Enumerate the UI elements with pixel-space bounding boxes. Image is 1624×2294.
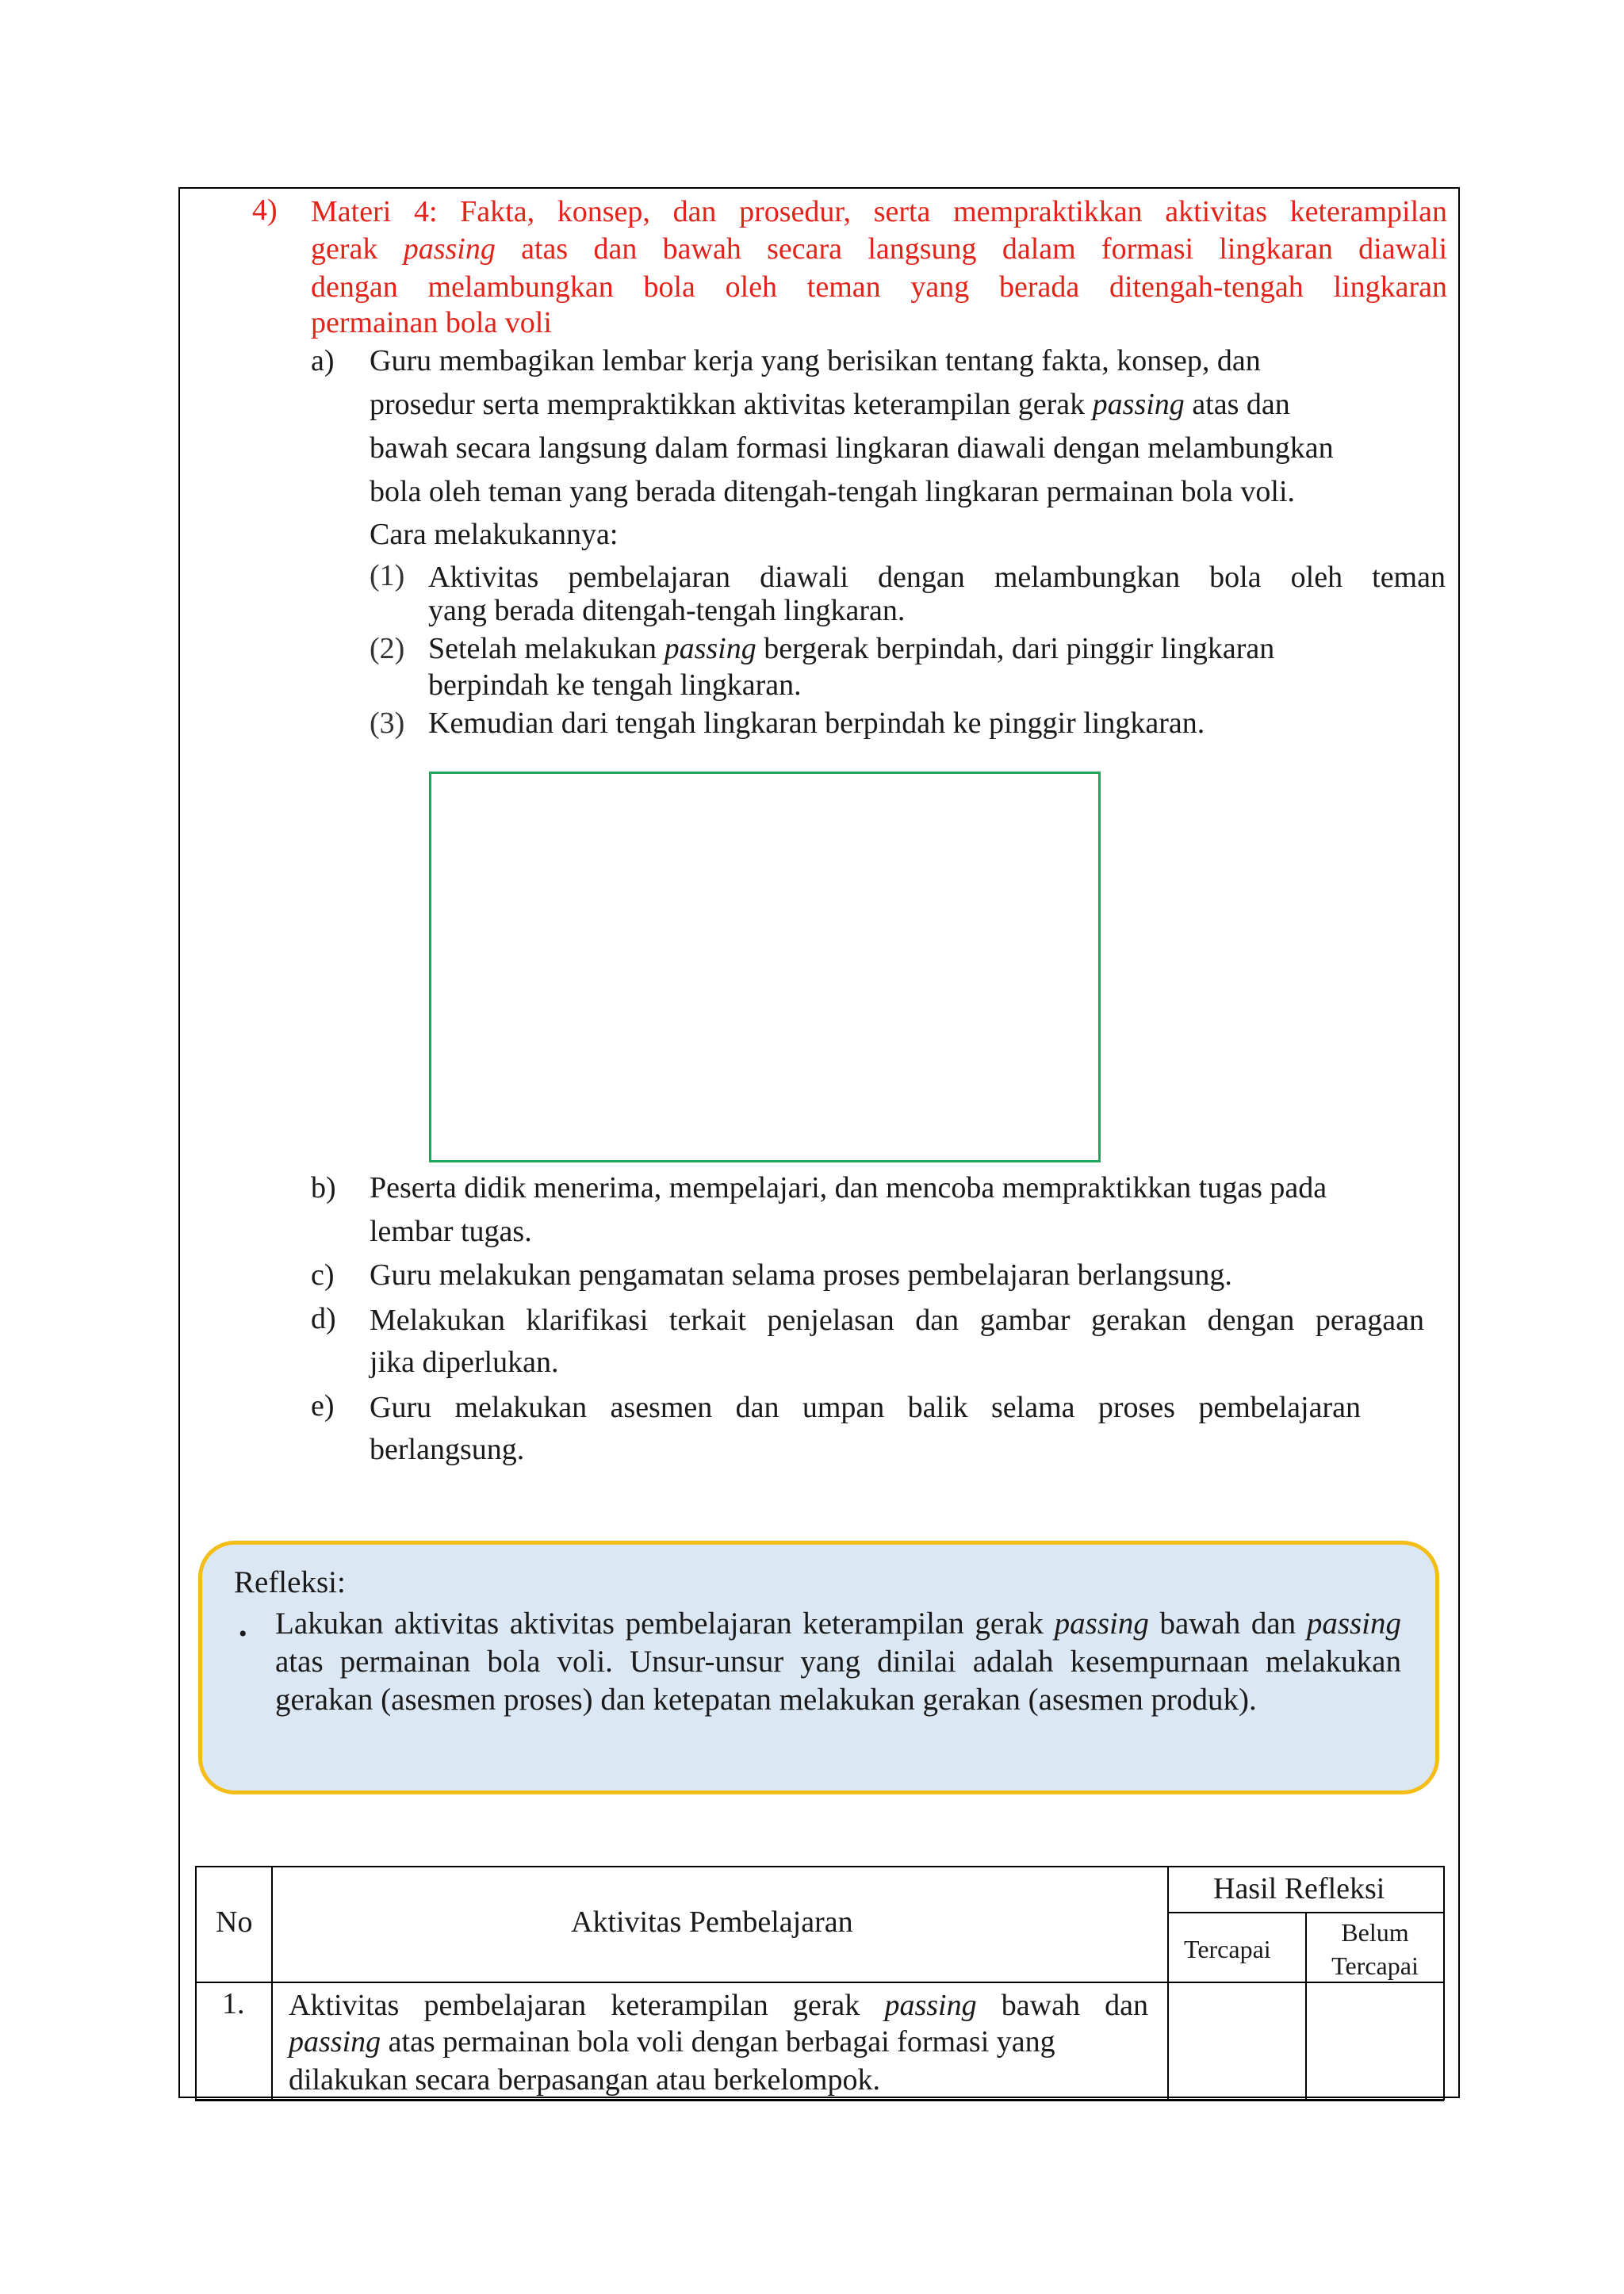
row-1-achieved-cell[interactable]: [1169, 1983, 1305, 2099]
reflection-title: Refleksi:: [234, 1565, 346, 1599]
item-e-marker: e): [311, 1389, 335, 1423]
item-a-line-3: bawah secara langsung dalam formasi lingkaran diawali dengan melambungkan: [370, 431, 1334, 465]
step-3-line-1: Kemudian dari tengah lingkaran berpindah ke pinggir lingkaran.: [428, 707, 1205, 740]
item-c-marker: c): [311, 1258, 335, 1292]
item-a-line-4: bola oleh teman yang berada ditengah-tengah lingkaran permainan bola voli.: [370, 475, 1296, 508]
table-border: [195, 2099, 1444, 2101]
item-d-line-2: jika diperlukan.: [370, 1346, 559, 1379]
header-not-achieved: Belum Tercapai: [1331, 1918, 1419, 1980]
item-b-line-1: Peserta didik menerima, mempelajari, dan mencoba mempraktikkan tugas pada: [370, 1171, 1327, 1204]
step-1-line-1: Aktivitas pembelajaran diawali dengan melambungkan bola oleh teman: [428, 561, 1446, 594]
row-1-line-1: Aktivitas pembelajaran keterampilan gerak passing bawah dan: [289, 1989, 1149, 2022]
item-b-line-2: lembar tugas.: [370, 1215, 532, 1248]
header-activity: Aktivitas Pembelajaran: [571, 1905, 853, 1939]
item-a-marker: a): [311, 344, 335, 377]
reflection-text: Lakukan aktivitas aktivitas pembelajaran keterampilan gerak passing bawah dan passing atas permainan bola voli. Unsur-unsur yang dinilai adalah kesempurnaan melakukan gerakan (asesmen proses) dan ketepatan melakukan gerakan (asesmen produk).: [275, 1607, 1402, 1717]
step-2-line-2: berpindah ke tengah lingkaran.: [428, 668, 802, 702]
row-1-line-2: passing atas permainan bola voli dengan berbagai formasi yang: [289, 2025, 1055, 2058]
header-no: No: [216, 1905, 253, 1939]
row-1-line-3: dilakukan secara berpasangan atau berkelompok.: [289, 2063, 880, 2097]
section-heading-line-2: gerak passing atas dan bawah secara langsung dalam formasi lingkaran diawali: [311, 232, 1448, 266]
bullet-icon: •: [239, 1621, 247, 1647]
table-border: [1443, 1866, 1445, 2101]
item-d-marker: d): [311, 1302, 336, 1335]
step-1-marker: (1): [370, 559, 405, 592]
header-achieved: Tercapai: [1184, 1935, 1271, 1963]
row-1-no: 1.: [222, 1987, 245, 2020]
item-d-line-1: Melakukan klarifikasi terkait penjelasan dan gambar gerakan dengan peragaan: [370, 1304, 1424, 1337]
header-result: Hasil Refleksi: [1213, 1872, 1385, 1905]
step-2-marker: (2): [370, 632, 405, 665]
item-a-line-1: Guru membagikan lembar kerja yang berisikan tentang fakta, konsep, dan: [370, 344, 1261, 377]
step-1-line-2: yang berada ditengah-tengah lingkaran.: [428, 594, 906, 627]
section-heading-line-4: permainan bola voli: [311, 306, 552, 339]
table-border: [195, 1866, 1444, 1867]
row-1-not-achieved-cell[interactable]: [1307, 1983, 1443, 2099]
item-c-line-1: Guru melakukan pengamatan selama proses pembelajaran berlangsung.: [370, 1258, 1232, 1292]
section-heading-line-3: dengan melambungkan bola oleh teman yang berada ditengah-tengah lingkaran: [311, 270, 1447, 304]
how-to-label: Cara melakukannya:: [370, 518, 619, 551]
item-a-line-2: prosedur serta mempraktikkan aktivitas keterampilan gerak passing atas dan: [370, 388, 1290, 421]
table-border: [271, 1866, 273, 2101]
step-3-marker: (3): [370, 707, 405, 740]
image-placeholder: [429, 772, 1101, 1162]
section-number: 4): [252, 193, 278, 227]
item-e-line-2: berlangsung.: [370, 1433, 525, 1466]
item-b-marker: b): [311, 1171, 336, 1204]
table-border: [195, 1866, 197, 2101]
section-heading-line-1: Materi 4: Fakta, konsep, dan prosedur, serta mempraktikkan aktivitas keterampilan: [311, 195, 1447, 228]
item-e-line-1: Guru melakukan asesmen dan umpan balik selama proses pembelajaran: [370, 1391, 1361, 1424]
reflection-box: [198, 1541, 1439, 1794]
step-2-line-1: Setelah melakukan passing bergerak berpindah, dari pinggir lingkaran: [428, 632, 1275, 665]
